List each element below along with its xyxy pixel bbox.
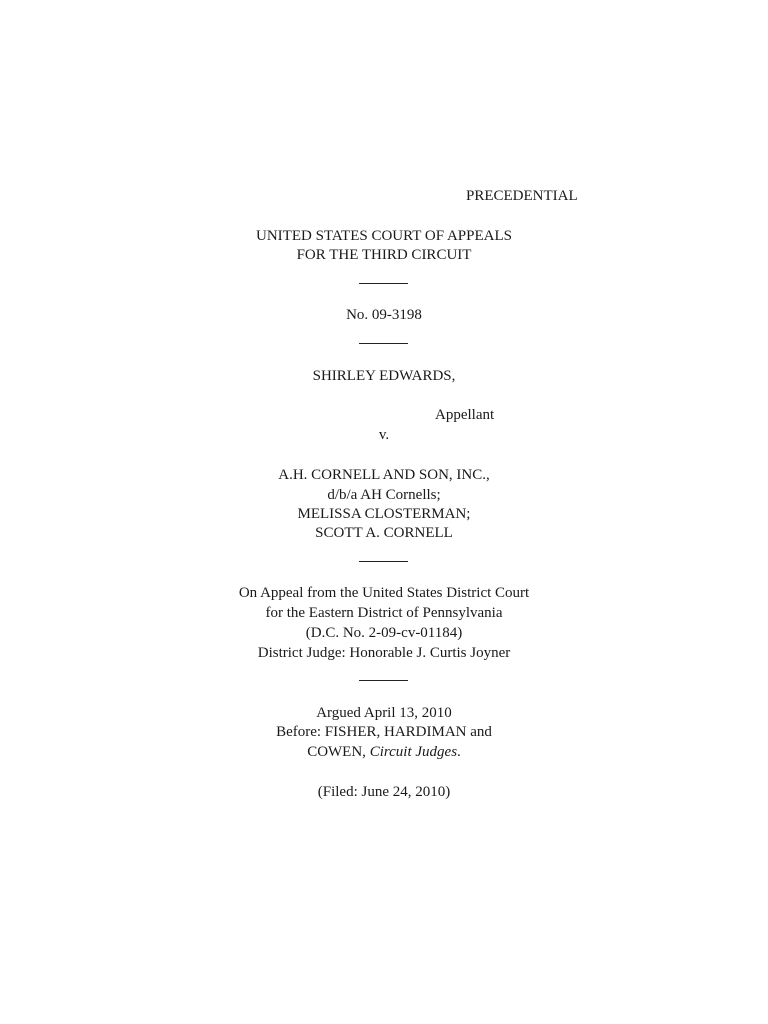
argued-date: Argued April 13, 2010 — [316, 705, 452, 721]
divider — [359, 343, 408, 344]
court-name: UNITED STATES COURT OF APPEALS — [256, 228, 512, 244]
appellee-line: A.H. CORNELL AND SON, INC., — [278, 467, 490, 483]
appellee-line: MELISSA CLOSTERMAN; — [297, 506, 471, 522]
district-judge: District Judge: Honorable J. Curtis Joyner — [257, 645, 511, 661]
divider — [359, 680, 408, 681]
divider — [359, 283, 408, 284]
district-case-number: (D.C. No. 2-09-cv-01184) — [305, 625, 463, 641]
appellant-name: SHIRLEY EDWARDS, — [312, 368, 456, 384]
divider — [359, 561, 408, 562]
versus: v. — [378, 427, 390, 443]
appeal-district: for the Eastern District of Pennsylvania — [265, 605, 503, 621]
filed-date: (Filed: June 24, 2010) — [317, 784, 451, 800]
appellee-line: d/b/a AH Cornells; — [327, 487, 441, 503]
appellee-line: SCOTT A. CORNELL — [315, 525, 453, 541]
court-circuit: FOR THE THIRD CIRCUIT — [296, 247, 472, 263]
appeal-origin: On Appeal from the United States District Court — [238, 585, 530, 601]
panel-judges-cont — [0, 743, 768, 762]
judges-title: Circuit Judges — [369, 744, 458, 760]
precedential-label: PRECEDENTIAL — [466, 188, 578, 204]
case-number: No. 09-3198 — [346, 307, 422, 323]
panel-judges: Before: FISHER, HARDIMAN and — [276, 724, 492, 740]
judges-period: . — [457, 744, 461, 760]
appellant-role: Appellant — [435, 407, 495, 423]
judges-names: COWEN, — [307, 744, 370, 760]
